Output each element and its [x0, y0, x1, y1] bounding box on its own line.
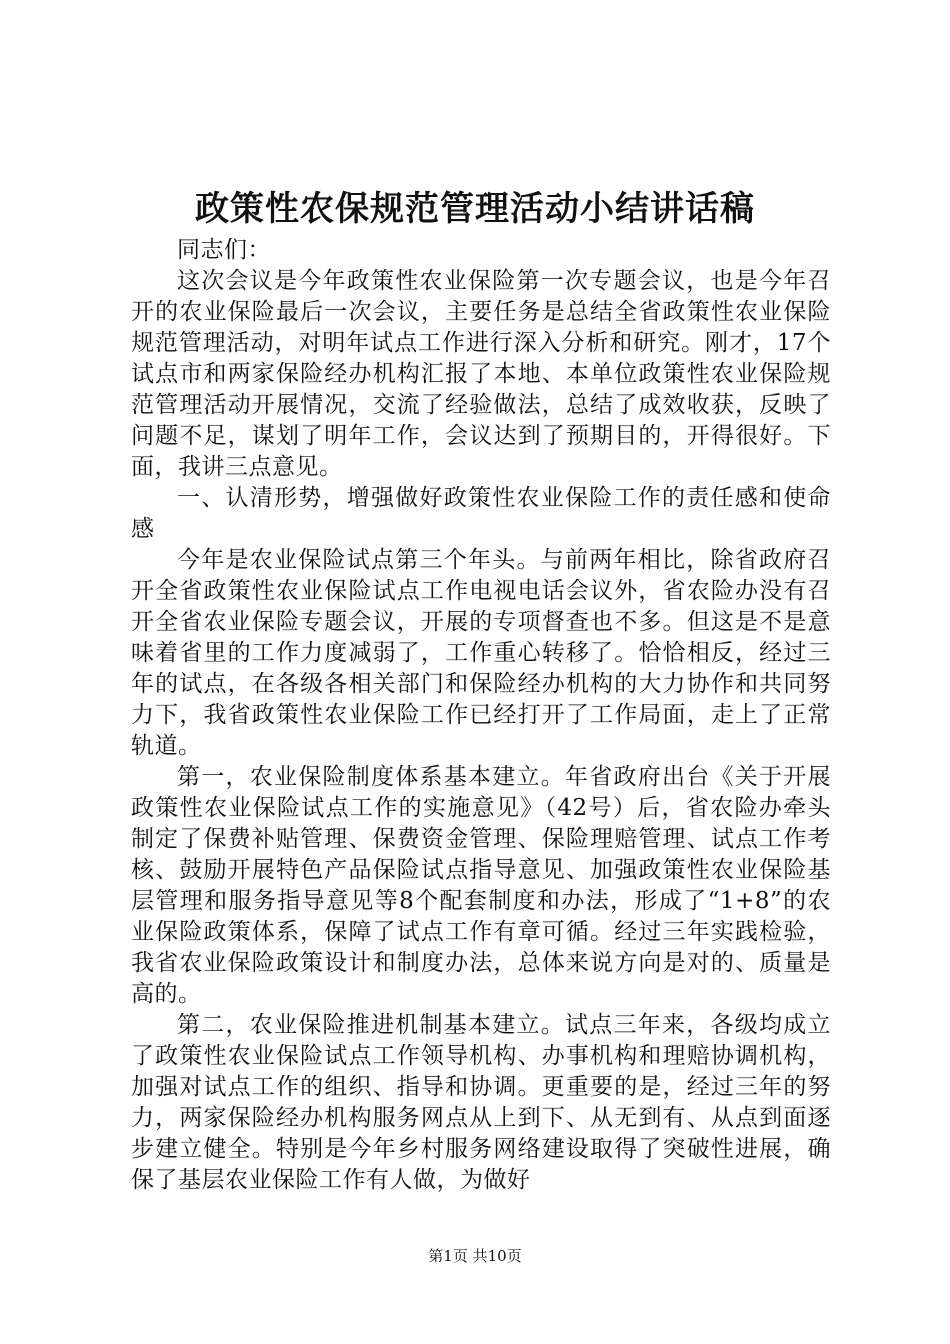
document-title: 政策性农保规范管理活动小结讲话稿 [195, 189, 755, 229]
salutation-paragraph: 同志们： [177, 237, 271, 263]
section-heading-paragraph: 一、认清形势，增强做好政策性农业保险工作的责任感和使命感 [131, 485, 831, 542]
intro-paragraph: 这次会议是今年政策性农业保险第一次专题会议，也是今年召开的农业保险最后一次会议，主要任务是总结全省政策性农业保险规范管理活动，对明年试点工作进行深入分析和研究。刚才，17个试点市和两家保险经办机构汇报了本地、本单位政策性农业保险规范管理活动开展情况，交流了经验做法，总结了成效收获，反映了问题不足，谋划了明年工作，会议达到了预期目的，开得很好。下面，我讲三点意见。 [131, 268, 831, 480]
context-paragraph: 今年是农业保险试点第三个年头。与前两年相比，除省政府召开全省政策性农业保险试点工作电视电话会议外，省农险办没有召开全省农业保险专题会议，开展的专项督查也不多。但这是不是意味着省里的工作力度减弱了，工作重心转移了。恰恰相反，经过三年的试点，在各级各相关部门和保险经办机构的大力协作和共同努力下，我省政策性农业保险工作已经打开了工作局面，走上了正常轨道。 [131, 547, 831, 759]
point-one-paragraph: 第一，农业保险制度体系基本建立。年省政府出台《关于开展政策性农业保险试点工作的实施意见》（42号）后，省农险办牵头制定了保费补贴管理、保费资金管理、保险理赔管理、试点工作考核、鼓励开展特色产品保险试点指导意见、加强政策性农业保险基层管理和服务指导意见等8个配套制度和办法，形成了“1+8”的农业保险政策体系，保障了试点工作有章可循。经过三年实践检验，我省农业保险政策设计和制度办法，总体来说方向是对的、质量是高的。 [131, 764, 831, 1007]
document-body [131, 235, 831, 1196]
page-footer: 第1页 共10页 [428, 1247, 522, 1265]
point-two-paragraph: 第二，农业保险推进机制基本建立。试点三年来，各级均成立了政策性农业保险试点工作领导机构、办事机构和理赔协调机构，加强对试点工作的组织、指导和协调。更重要的是，经过三年的努力，两家保险经办机构服务网点从上到下、从无到有、从点到面逐步建立健全。特别是今年乡村服务网络建设取得了突破性进展，确保了基层农业保险工作有人做，为做好 [131, 1012, 831, 1193]
